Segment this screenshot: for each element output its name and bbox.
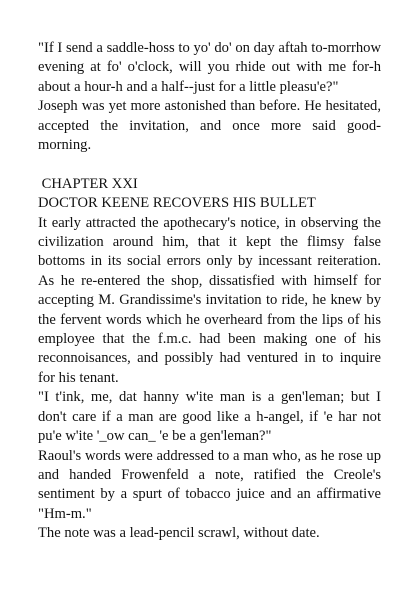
paragraph-spacer xyxy=(38,155,381,174)
chapter-title: DOCTOR KEENE RECOVERS HIS BULLET xyxy=(38,195,316,212)
paragraph-note-scrawl: The note was a lead-pencil scrawl, without date. xyxy=(38,525,320,542)
paragraph-apothecary-notice: It early attracted the apothecary's notice, in observing the civilization around him, that it kept the flimsy false bottoms in its social errors only by incessant reiteration. As he re-entered the shop, dissatisfied with himself for accepting M. Grandissime's invitation to ride, he knew by the fervent words which he overheard from the lips of his employee that the f.m.c. had been making one of his reconnoisances, and possibly had ventured in to inquire for his tenant. xyxy=(38,214,381,386)
chapter-number: CHAPTER XXI xyxy=(38,175,138,192)
paragraph-saddle-hoss-invitation: "If I send a saddle-hoss to yo' do' on day aftah to-morrhow evening at fo' o'clock, will you rhide out with me for-h about a hour-h and a half--just for a little pleasu'e?" xyxy=(38,40,381,95)
paragraph-joseph-astonished: Joseph was yet more astonished than before. He hesitated, accepted the invitation, and once more said good-morning. xyxy=(38,98,381,154)
paragraph-raoul-quote: "I t'ink, me, dat hanny w'ite man is a gen'leman; but I don't care if a man are good like a h-angel, if 'e har not pu'e w'ite '_ow can_ 'e be a gen'leman?" xyxy=(38,389,381,445)
paragraph-raoul-words: Raoul's words were addressed to a man who, as he rose up and handed Frowenfeld a note, ratified the Creole's sentiment by a spurt of tobacco juice and an affirmative "Hm-m." xyxy=(38,447,381,522)
document-page xyxy=(38,39,381,544)
